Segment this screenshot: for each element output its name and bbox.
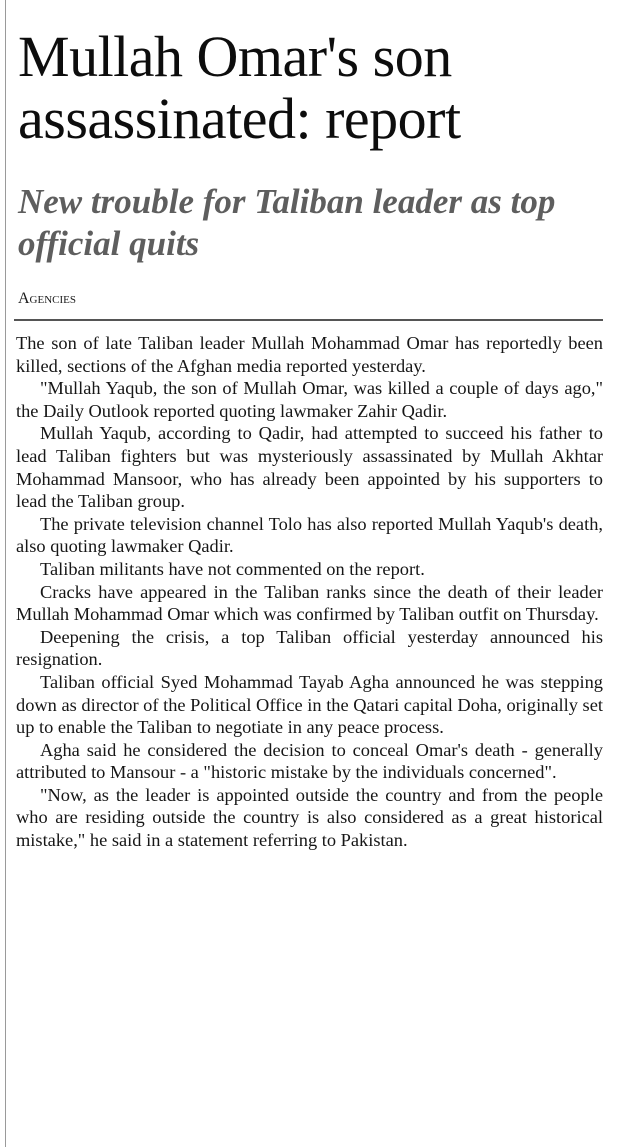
paragraph: Taliban militants have not commented on the report. xyxy=(40,558,425,579)
paragraph: Mullah Yaqub, according to Qadir, had attempted to succeed his father to lead Taliban fighters but was mysteriously assassinated by Mullah Akhtar Mohammad Mansoor, who has already been appointed by his supporters to lead the Taliban group. xyxy=(16,423,603,512)
byline-divider xyxy=(14,319,603,321)
article-body xyxy=(16,332,603,852)
paragraph: The son of late Taliban leader Mullah Mohammad Omar has reportedly been killed, sections of the Afghan media reported yesterday. xyxy=(16,333,603,376)
paragraph: The private television channel Tolo has also reported Mullah Yaqub's death, also quoting lawmaker Qadir. xyxy=(16,513,603,557)
headline: Mullah Omar's son assassinated: report xyxy=(18,24,461,151)
byline: Agencies xyxy=(18,290,76,307)
paragraph: Cracks have appeared in the Taliban ranks since the death of their leader Mullah Mohammad Omar which was confirmed by Taliban outfit on Thursday. xyxy=(16,581,603,625)
column-divider xyxy=(5,0,6,1147)
paragraph: Deepening the crisis, a top Taliban official yesterday announced his resignation. xyxy=(16,626,603,670)
paragraph: "Now, as the leader is appointed outside the country and from the people who are residing outside the country is also considered as a great historical mistake," he said in a statement referring to Pakistan. xyxy=(16,784,603,851)
subheadline: New trouble for Taliban leader as top official quits xyxy=(18,182,556,263)
paragraph: Agha said he considered the decision to conceal Omar's death - generally attributed to Mansour - a "historic mistake by the individuals concerned". xyxy=(16,739,603,783)
paragraph: "Mullah Yaqub, the son of Mullah Omar, was killed a couple of days ago," the Daily Outlook reported quoting lawmaker Zahir Qadir. xyxy=(16,378,603,421)
paragraph: Taliban official Syed Mohammad Tayab Agha announced he was stepping down as director of the Political Office in the Qatari capital Doha, originally set up to enable the Taliban to negotiate in any peace process. xyxy=(16,671,603,738)
